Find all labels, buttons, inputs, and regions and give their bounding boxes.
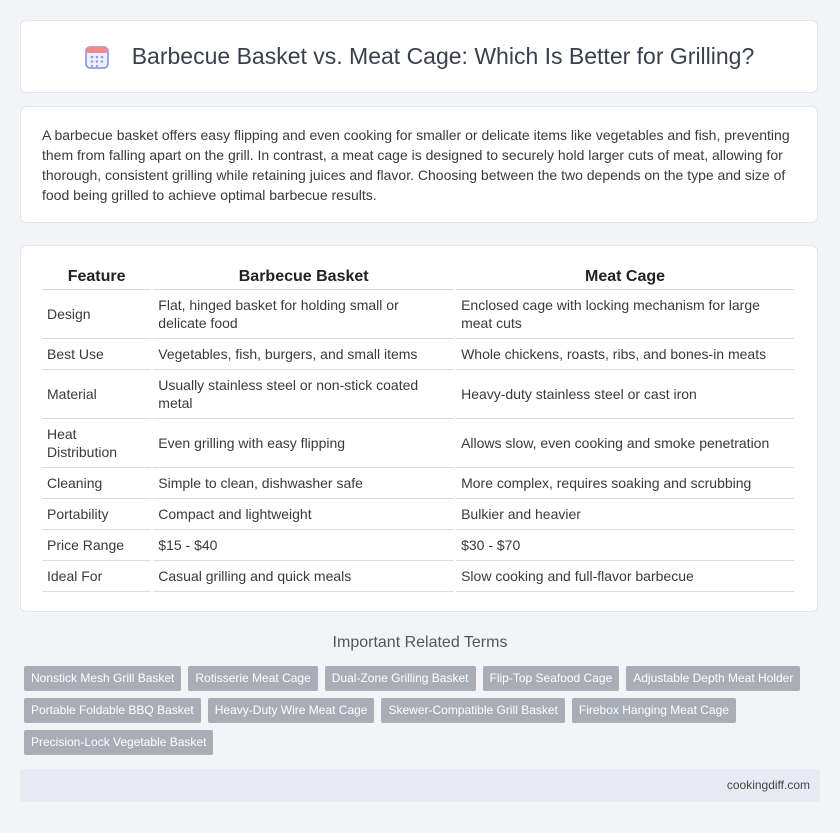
table-header-feature: Feature <box>42 265 151 290</box>
basket-cell: Even grilling with easy flipping <box>153 419 454 468</box>
feature-cell: Material <box>42 370 151 419</box>
cage-cell: More complex, requires soaking and scrubbing <box>456 468 794 499</box>
tag-row <box>24 666 824 691</box>
feature-cell: Portability <box>42 499 151 530</box>
feature-cell: Price Range <box>42 530 151 561</box>
table-header-barbecue-basket: Barbecue Basket <box>153 265 454 290</box>
term-tag[interactable]: Dual-Zone Grilling Basket <box>325 666 476 691</box>
table-row <box>42 419 794 468</box>
comparison-table <box>40 265 796 592</box>
basket-cell: Compact and lightweight <box>153 499 454 530</box>
basket-cell: $15 - $40 <box>153 530 454 561</box>
basket-cell: Flat, hinged basket for holding small or delicate food <box>153 290 454 339</box>
footer <box>20 769 820 802</box>
term-tag[interactable]: Rotisserie Meat Cage <box>188 666 317 691</box>
feature-cell: Ideal For <box>42 561 151 592</box>
term-tag[interactable]: Adjustable Depth Meat Holder <box>626 666 800 691</box>
basket-cell: Simple to clean, dishwasher safe <box>153 468 454 499</box>
cage-cell: Heavy-duty stainless steel or cast iron <box>456 370 794 419</box>
term-tag[interactable]: Precision-Lock Vegetable Basket <box>24 730 213 755</box>
table-row <box>42 468 794 499</box>
title-card <box>20 20 818 93</box>
cage-cell: Whole chickens, roasts, ribs, and bones-in meats <box>456 339 794 370</box>
feature-cell: Design <box>42 290 151 339</box>
calendar-icon <box>84 44 110 70</box>
table-row <box>42 561 794 592</box>
footer-site-link[interactable]: cookingdiff.com <box>726 778 810 792</box>
cage-cell: Slow cooking and full-flavor barbecue <box>456 561 794 592</box>
intro-paragraph: A barbecue basket offers easy flipping and even cooking for smaller or delicate items like vegetables and fish, preventing them from falling apart on the grill. In contrast, a meat cage is designed to securely hold larger cuts of meat, allowing for thorough, consistent grilling while retaining juices and flavor. Choosing between the two depends on the type and size of food being grilled to achieve optimal barbecue results. <box>42 127 790 203</box>
cage-cell: Bulkier and heavier <box>456 499 794 530</box>
term-tag[interactable]: Heavy-Duty Wire Meat Cage <box>208 698 375 723</box>
basket-cell: Usually stainless steel or non-stick coated metal <box>153 370 454 419</box>
basket-cell: Vegetables, fish, burgers, and small items <box>153 339 454 370</box>
term-tag[interactable]: Firebox Hanging Meat Cage <box>572 698 736 723</box>
table-row <box>42 530 794 561</box>
feature-cell: Heat Distribution <box>42 419 151 468</box>
cage-cell: Allows slow, even cooking and smoke penetration <box>456 419 794 468</box>
comparison-card <box>20 245 818 612</box>
basket-cell: Casual grilling and quick meals <box>153 561 454 592</box>
term-tag[interactable]: Skewer-Compatible Grill Basket <box>381 698 564 723</box>
feature-cell: Cleaning <box>42 468 151 499</box>
table-row <box>42 370 794 419</box>
tag-row <box>24 730 824 755</box>
feature-cell: Best Use <box>42 339 151 370</box>
related-terms-list <box>24 666 824 762</box>
related-terms-heading: Important Related Terms <box>332 634 508 651</box>
cage-cell: $30 - $70 <box>456 530 794 561</box>
table-header-row <box>42 265 794 290</box>
table-row <box>42 339 794 370</box>
tag-row <box>24 698 824 723</box>
term-tag[interactable]: Nonstick Mesh Grill Basket <box>24 666 181 691</box>
table-row <box>42 499 794 530</box>
table-row <box>42 290 794 339</box>
page-title: Barbecue Basket vs. Meat Cage: Which Is Better for Grilling? <box>131 43 755 69</box>
table-header-meat-cage: Meat Cage <box>456 265 794 290</box>
cage-cell: Enclosed cage with locking mechanism for large meat cuts <box>456 290 794 339</box>
intro-card <box>20 106 818 223</box>
term-tag[interactable]: Flip-Top Seafood Cage <box>483 666 620 691</box>
term-tag[interactable]: Portable Foldable BBQ Basket <box>24 698 201 723</box>
